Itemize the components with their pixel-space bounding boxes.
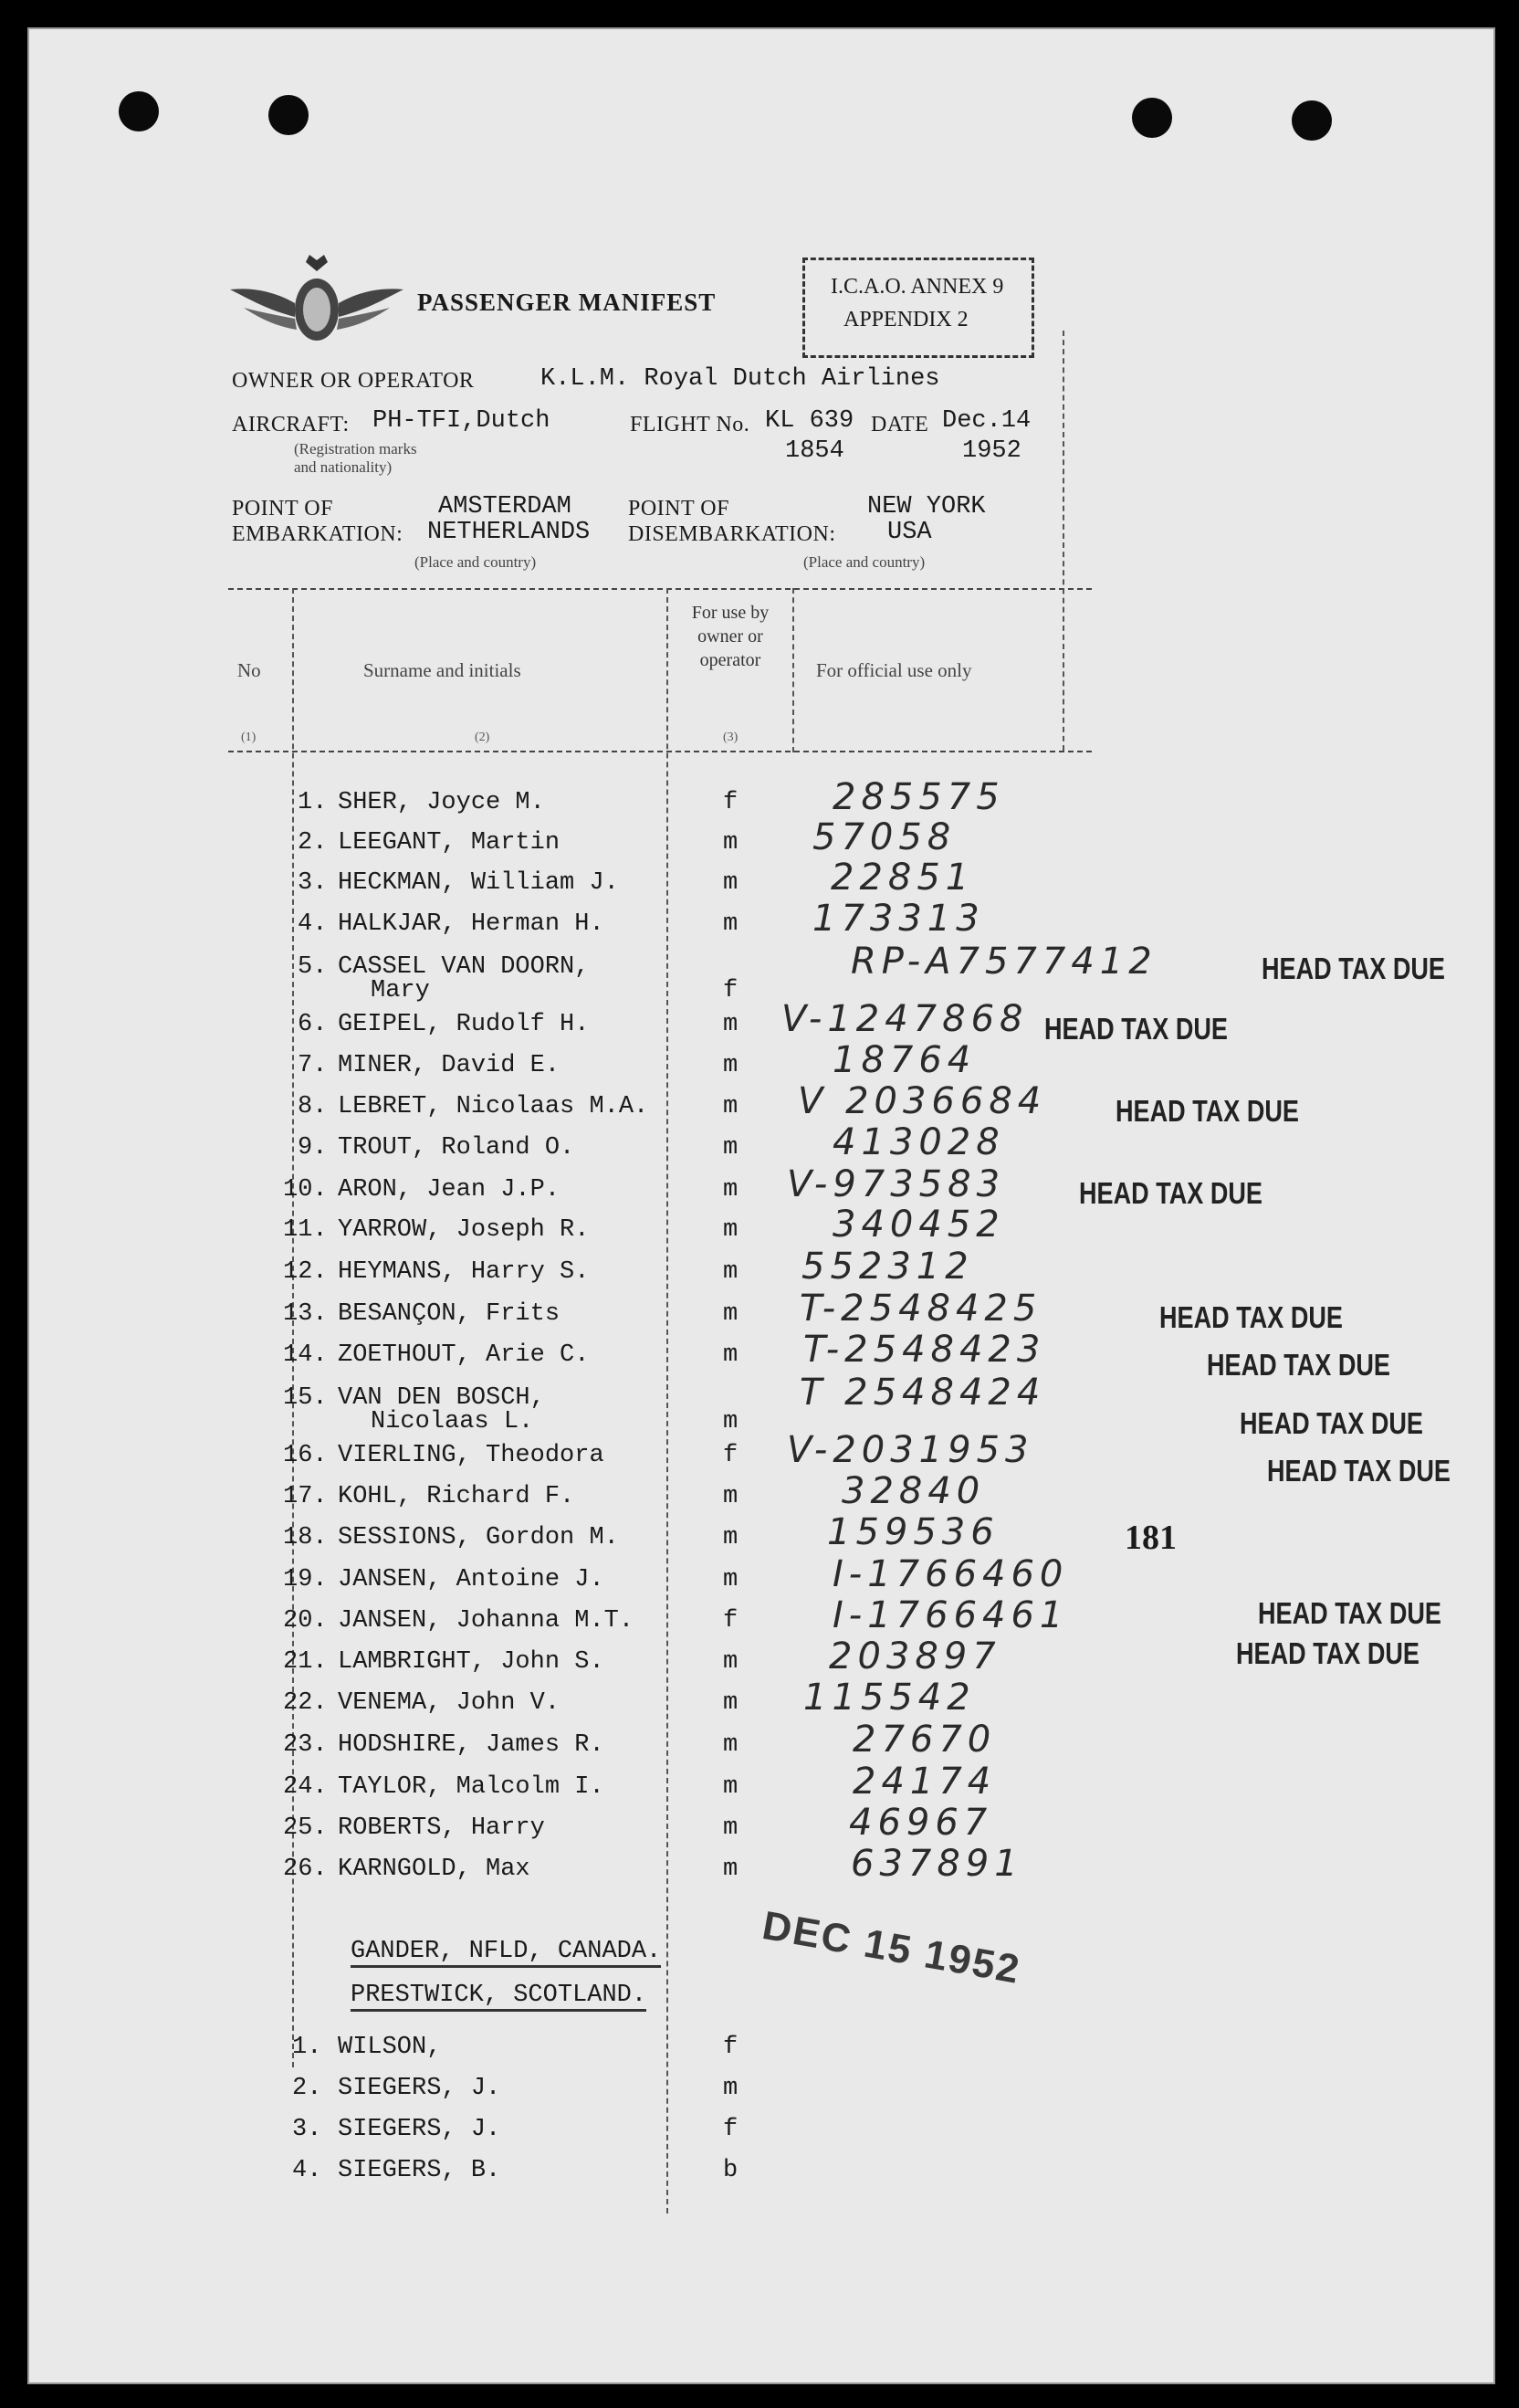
embark-label-2: EMBARKATION: xyxy=(232,522,403,546)
row-number: 23. xyxy=(283,1731,328,1759)
passenger-sex: m xyxy=(723,1648,739,1676)
col-owner-use: For use by owner or operator xyxy=(691,603,770,670)
row-number: 17. xyxy=(283,1483,328,1510)
icao-line-2: APPENDIX 2 xyxy=(843,308,969,331)
passenger-sex: m xyxy=(723,1052,739,1079)
passenger-sex: f xyxy=(723,2116,739,2143)
head-tax-stamp: HEAD TAX DUE xyxy=(1258,1596,1441,1630)
klm-logo-icon xyxy=(225,253,408,353)
date-year: 1952 xyxy=(962,437,1021,465)
official-number: T-2548425 xyxy=(800,1288,1042,1330)
passenger-sex: m xyxy=(723,869,739,897)
page-number: 181 xyxy=(1125,1519,1177,1557)
passenger-name: HECKMAN, William J. xyxy=(338,869,619,897)
row-number: 5. xyxy=(298,953,328,981)
row-number: 2. xyxy=(292,2075,322,2102)
row-number: 4. xyxy=(292,2157,322,2184)
passenger-name: VIERLING, Theodora xyxy=(338,1442,604,1469)
col-name: Surname and initials xyxy=(363,659,521,681)
punch-hole xyxy=(1292,100,1332,141)
passenger-name: TROUT, Roland O. xyxy=(338,1134,575,1162)
col-name-idx: (2) xyxy=(475,731,490,744)
row-number: 26. xyxy=(283,1856,328,1883)
passenger-sex: m xyxy=(723,829,739,857)
embark-value-2: NETHERLANDS xyxy=(427,519,591,546)
passenger-sex: f xyxy=(723,2034,739,2061)
official-number: V 2036684 xyxy=(798,1080,1047,1122)
passenger-name: LEEGANT, Martin xyxy=(338,829,560,857)
passenger-sex: m xyxy=(723,1176,739,1204)
stop-gander: GANDER, NFLD, CANADA. xyxy=(351,1938,661,1968)
passenger-sex: m xyxy=(723,1408,739,1435)
header-bottom-rule xyxy=(228,751,1092,752)
passenger-name: TAYLOR, Malcolm I. xyxy=(338,1773,604,1801)
passenger-sex: f xyxy=(723,1442,739,1469)
row-number: 25. xyxy=(283,1814,328,1842)
passenger-name: CASSEL VAN DOORN, xyxy=(338,953,590,981)
row-number: 1. xyxy=(292,2034,322,2061)
official-number: T-2548423 xyxy=(803,1329,1046,1371)
col-no: No xyxy=(237,659,261,681)
icao-annex-box xyxy=(802,258,1034,358)
official-number: 413028 xyxy=(833,1121,1005,1163)
passenger-sex: m xyxy=(723,1258,739,1286)
official-number: 32840 xyxy=(842,1470,986,1512)
passenger-name: LEBRET, Nicolaas M.A. xyxy=(338,1093,649,1120)
passenger-name: KARNGOLD, Max xyxy=(338,1856,530,1883)
owner-value: K.L.M. Royal Dutch Airlines xyxy=(540,365,940,393)
passenger-sex: m xyxy=(723,1566,739,1593)
document-title: PASSENGER MANIFEST xyxy=(417,289,717,316)
row-number: 3. xyxy=(292,2116,322,2143)
passenger-name: SESSIONS, Gordon M. xyxy=(338,1524,619,1551)
aircraft-note-1: (Registration marks xyxy=(294,440,417,457)
passenger-sex: m xyxy=(723,1011,739,1038)
passenger-name: SIEGERS, B. xyxy=(338,2157,501,2184)
passenger-name: HODSHIRE, James R. xyxy=(338,1731,604,1759)
official-number: 115542 xyxy=(803,1677,976,1719)
row-number: 14. xyxy=(283,1341,328,1369)
head-tax-stamp: HEAD TAX DUE xyxy=(1262,952,1445,985)
row-number: 13. xyxy=(283,1300,328,1328)
passenger-sex: b xyxy=(723,2157,739,2184)
official-number: 203897 xyxy=(829,1635,1001,1677)
passenger-name: HALKJAR, Herman H. xyxy=(338,910,604,938)
date-received-stamp: DEC 15 1952 xyxy=(759,1903,1024,1993)
aircraft-label: AIRCRAFT: xyxy=(232,413,350,436)
row-number: 15. xyxy=(283,1384,328,1412)
passenger-sex: m xyxy=(723,1341,739,1369)
passenger-name: SIEGERS, J. xyxy=(338,2075,501,2102)
passenger-sex: f xyxy=(723,1607,739,1635)
head-tax-stamp: HEAD TAX DUE xyxy=(1240,1406,1423,1440)
row-number: 18. xyxy=(283,1524,328,1551)
official-number: 637891 xyxy=(851,1843,1023,1885)
passenger-name-cont: Mary xyxy=(371,977,430,1004)
row-number: 6. xyxy=(298,1011,328,1038)
disembark-note: (Place and country) xyxy=(803,553,926,571)
row-number: 24. xyxy=(283,1773,328,1801)
passenger-sex: f xyxy=(723,977,739,1004)
disembark-value-1: NEW YORK xyxy=(867,493,986,521)
official-number: 27670 xyxy=(853,1719,997,1761)
disembark-label-2: DISEMBARKATION: xyxy=(628,522,836,546)
col-no-idx: (1) xyxy=(241,731,257,744)
official-number: 159536 xyxy=(827,1511,1000,1553)
passenger-sex: m xyxy=(723,2075,739,2102)
passenger-name: LAMBRIGHT, John S. xyxy=(338,1648,604,1676)
col-divider-3 xyxy=(792,588,794,752)
passenger-sex: m xyxy=(723,1689,739,1717)
passenger-name: SIEGERS, J. xyxy=(338,2116,501,2143)
passenger-sex: m xyxy=(723,1524,739,1551)
aircraft-value: PH-TFI,Dutch xyxy=(372,407,550,435)
passenger-sex: m xyxy=(723,910,739,938)
passenger-sex: m xyxy=(723,1093,739,1120)
official-number: I-1766461 xyxy=(833,1594,1069,1636)
flight-label: FLIGHT No. xyxy=(630,413,750,436)
disembark-label-1: POINT OF xyxy=(628,497,729,521)
passenger-name: JANSEN, Johanna M.T. xyxy=(338,1607,634,1635)
official-number: V-2031953 xyxy=(787,1429,1034,1471)
row-number: 1. xyxy=(298,789,328,816)
head-tax-stamp: HEAD TAX DUE xyxy=(1236,1636,1419,1670)
flight-value: KL 639 xyxy=(765,407,854,435)
head-tax-stamp: HEAD TAX DUE xyxy=(1159,1300,1343,1334)
head-tax-stamp: HEAD TAX DUE xyxy=(1044,1012,1228,1046)
passenger-name-cont: Nicolaas L. xyxy=(371,1408,534,1435)
row-number: 22. xyxy=(283,1689,328,1717)
row-number: 10. xyxy=(283,1176,328,1204)
row-number: 3. xyxy=(298,869,328,897)
passenger-name: ARON, Jean J.P. xyxy=(338,1176,560,1204)
passenger-name: VENEMA, John V. xyxy=(338,1689,560,1717)
official-number: 22851 xyxy=(831,857,975,899)
owner-label: OWNER OR OPERATOR xyxy=(232,369,475,393)
passenger-name: WILSON, xyxy=(338,2034,442,2061)
embark-value-1: AMSTERDAM xyxy=(438,493,571,521)
col-official: For official use only xyxy=(816,659,972,681)
official-number: 24174 xyxy=(853,1761,997,1803)
passenger-name: JANSEN, Antoine J. xyxy=(338,1566,604,1593)
head-tax-stamp: HEAD TAX DUE xyxy=(1079,1176,1262,1210)
passenger-sex: m xyxy=(723,1483,739,1510)
official-number: 173313 xyxy=(812,898,985,940)
row-number: 16. xyxy=(283,1442,328,1469)
row-number: 7. xyxy=(298,1052,328,1079)
passenger-sex: m xyxy=(723,1731,739,1759)
col-divider-2 xyxy=(666,588,668,2213)
aircraft-note-2: and nationality) xyxy=(294,458,393,476)
official-number: I-1766460 xyxy=(833,1553,1069,1595)
row-number: 8. xyxy=(298,1093,328,1120)
official-number: 285575 xyxy=(833,776,1005,818)
official-number: 340452 xyxy=(833,1204,1005,1246)
head-tax-stamp: HEAD TAX DUE xyxy=(1116,1094,1299,1128)
date-value: Dec.14 xyxy=(942,407,1032,435)
official-number: RP-A7577412 xyxy=(851,941,1158,983)
official-number: V-973583 xyxy=(787,1163,1006,1205)
row-number: 11. xyxy=(283,1216,328,1244)
table-top-rule xyxy=(228,588,1092,590)
head-tax-stamp: HEAD TAX DUE xyxy=(1207,1348,1390,1382)
flight-extra: 1854 xyxy=(785,437,844,465)
disembark-value-2: USA xyxy=(887,519,932,546)
passenger-name: KOHL, Richard F. xyxy=(338,1483,575,1510)
passenger-name: MINER, David E. xyxy=(338,1052,560,1079)
row-number: 4. xyxy=(298,910,328,938)
embark-note: (Place and country) xyxy=(414,553,537,571)
passenger-sex: m xyxy=(723,1300,739,1328)
row-number: 12. xyxy=(283,1258,328,1286)
head-tax-stamp: HEAD TAX DUE xyxy=(1267,1454,1451,1488)
col-owner-idx: (3) xyxy=(723,731,739,744)
passenger-name: HEYMANS, Harry S. xyxy=(338,1258,590,1286)
passenger-name: SHER, Joyce M. xyxy=(338,789,545,816)
passenger-sex: m xyxy=(723,1134,739,1162)
official-number: V-1247868 xyxy=(781,998,1029,1040)
passenger-name: YARROW, Joseph R. xyxy=(338,1216,590,1244)
row-number: 19. xyxy=(283,1566,328,1593)
passenger-sex: f xyxy=(723,789,739,816)
passenger-name: ROBERTS, Harry xyxy=(338,1814,545,1842)
embark-label-1: POINT OF xyxy=(232,497,333,521)
official-number: 57058 xyxy=(812,816,957,858)
passenger-name: GEIPEL, Rudolf H. xyxy=(338,1011,590,1038)
row-number: 21. xyxy=(283,1648,328,1676)
row-number: 2. xyxy=(298,829,328,857)
manifest-sheet xyxy=(27,27,1495,2384)
passenger-sex: m xyxy=(723,1773,739,1801)
punch-hole xyxy=(268,95,309,135)
punch-hole xyxy=(119,91,159,131)
punch-hole xyxy=(1132,98,1172,138)
passenger-sex: m xyxy=(723,1814,739,1842)
stop-prestwick: PRESTWICK, SCOTLAND. xyxy=(351,1982,646,2012)
passenger-name: BESANÇON, Frits xyxy=(338,1300,560,1328)
passenger-sex: m xyxy=(723,1856,739,1883)
passenger-name: ZOETHOUT, Arie C. xyxy=(338,1341,590,1369)
row-number: 9. xyxy=(298,1134,328,1162)
col-divider-4 xyxy=(1063,331,1064,751)
col-divider-1 xyxy=(292,588,294,2067)
passenger-sex: m xyxy=(723,1216,739,1244)
official-number: 46967 xyxy=(849,1802,993,1844)
official-number: T 2548424 xyxy=(800,1372,1046,1414)
official-number: 18764 xyxy=(833,1039,977,1081)
icao-line-1: I.C.A.O. ANNEX 9 xyxy=(831,275,1004,299)
passenger-name: VAN DEN BOSCH, xyxy=(338,1384,545,1412)
row-number: 20. xyxy=(283,1607,328,1635)
date-label: DATE xyxy=(871,413,929,436)
official-number: 552312 xyxy=(801,1246,974,1288)
